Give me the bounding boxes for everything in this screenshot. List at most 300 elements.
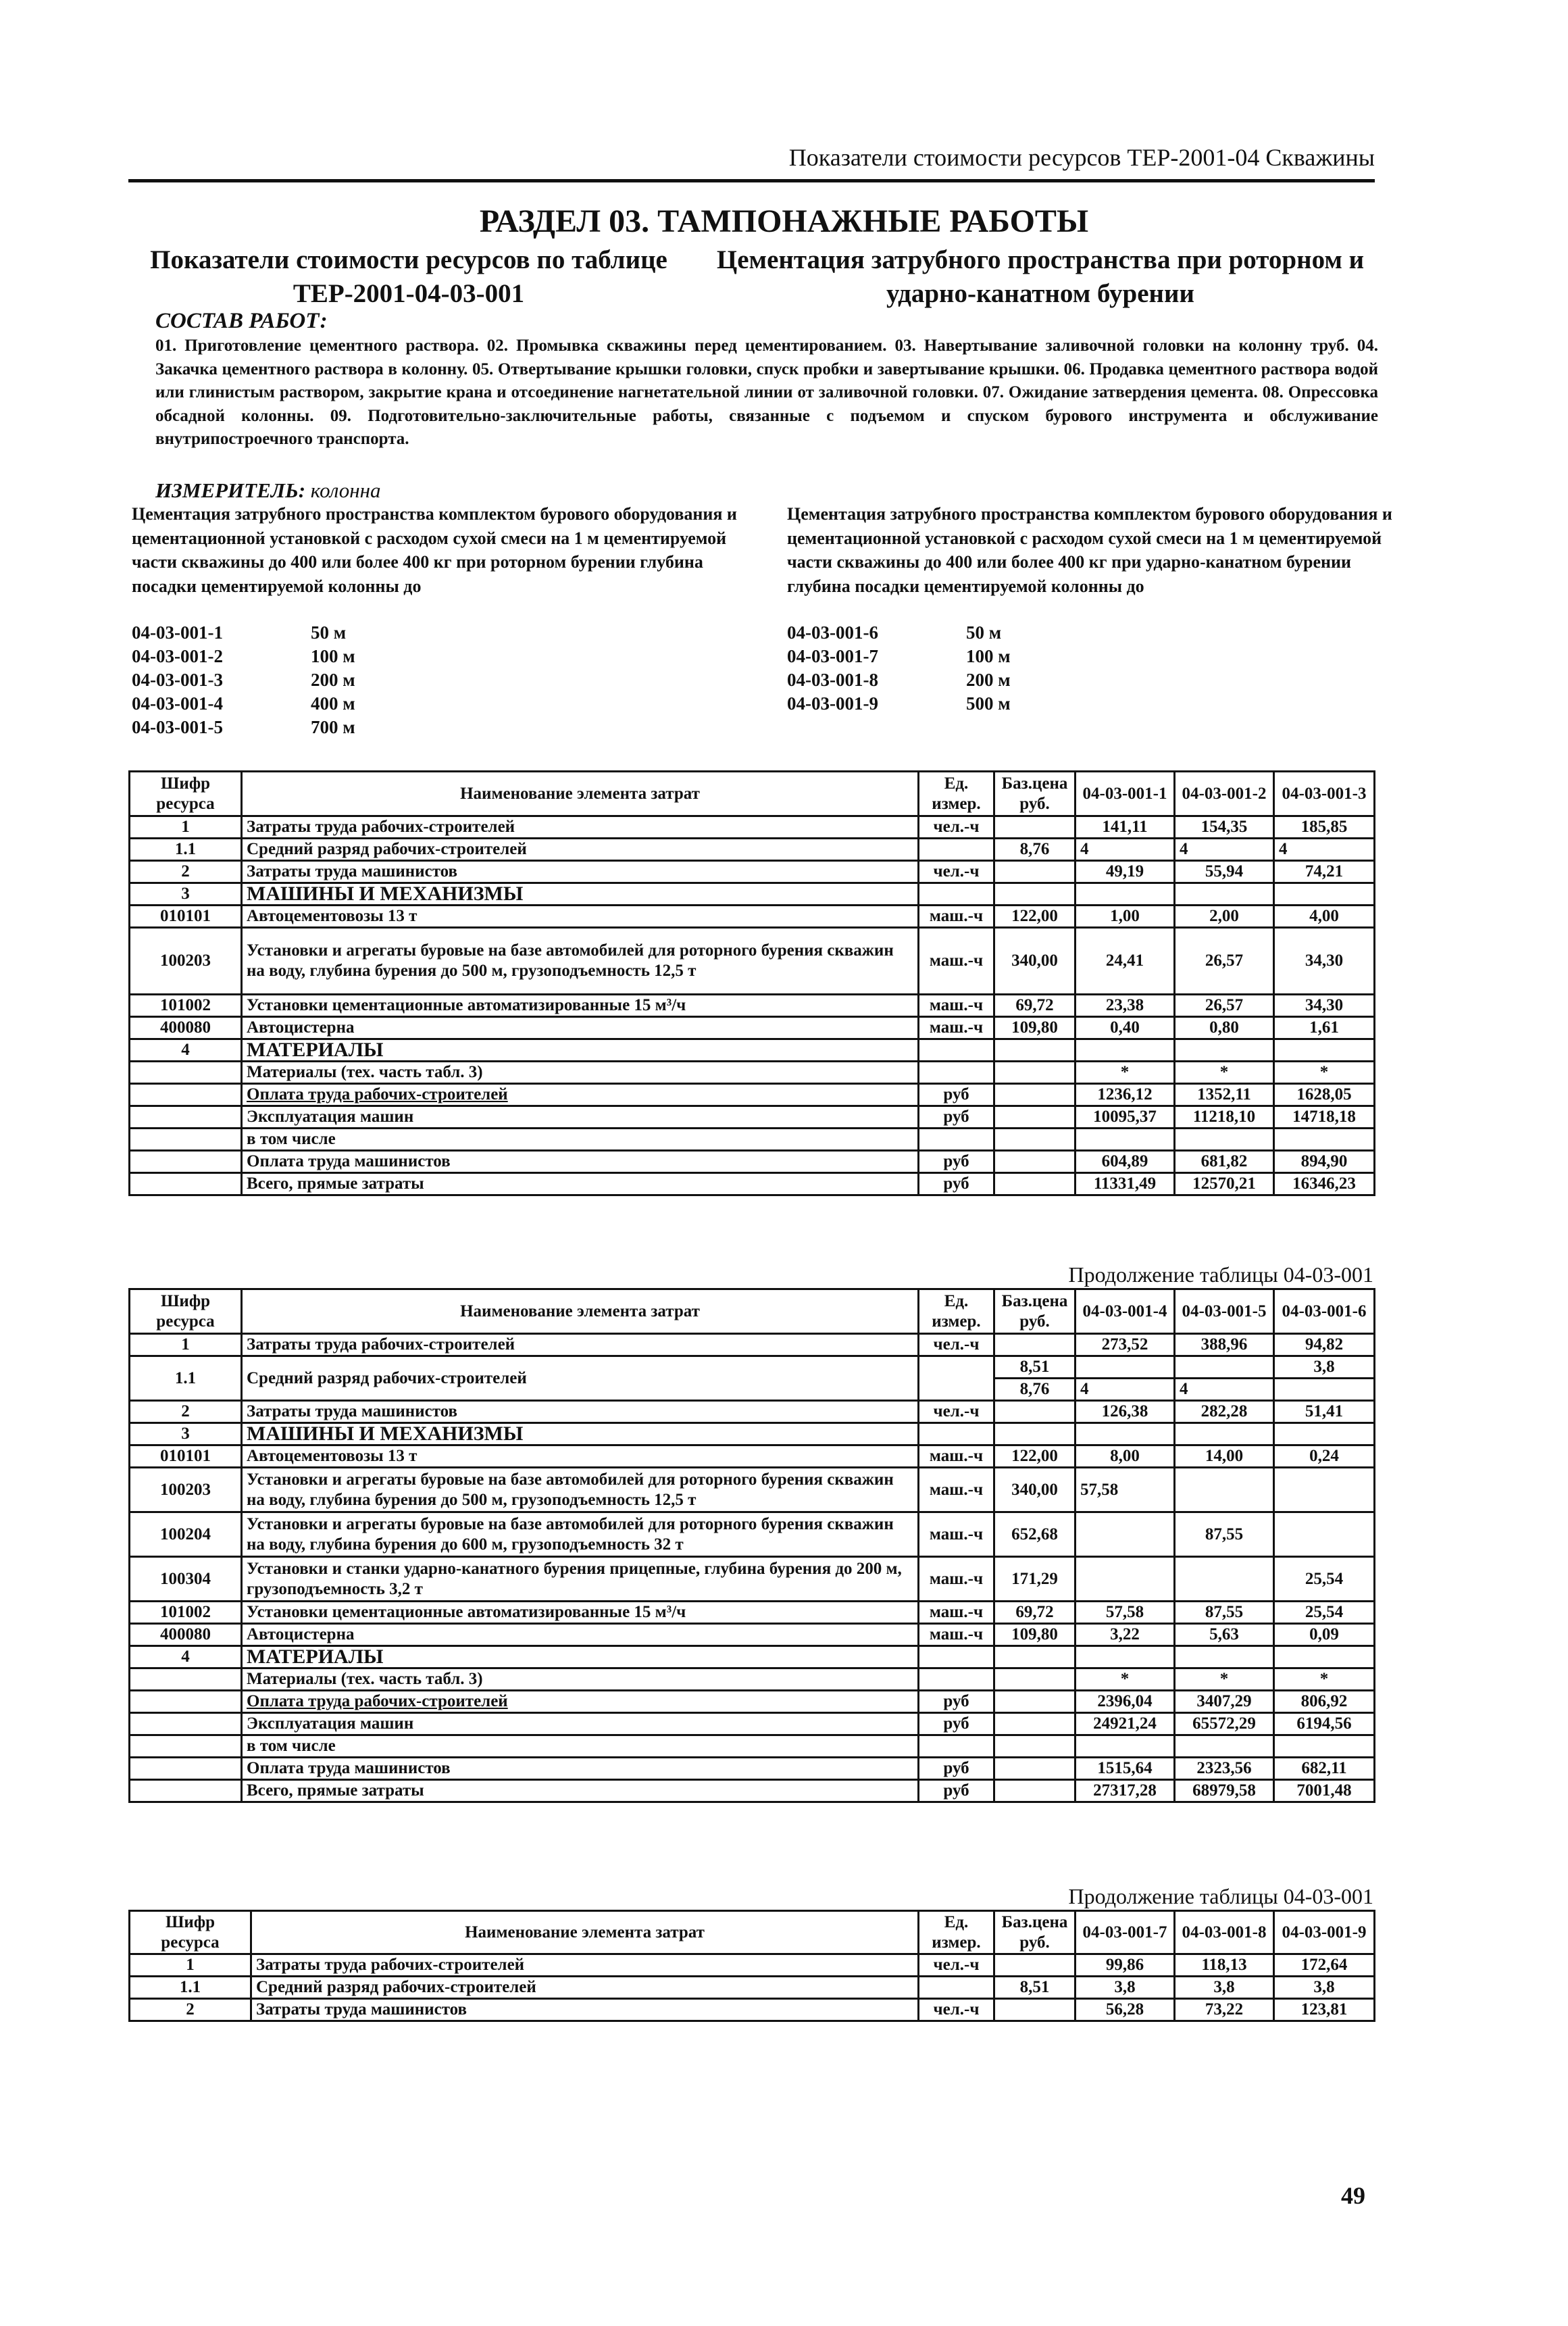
cell-value-3: 25,54 — [1274, 1557, 1375, 1602]
table-row — [130, 1423, 1375, 1445]
variant-depth: 200 м — [966, 670, 1011, 690]
cell-unit: маш.-ч — [919, 906, 994, 928]
composition-text: 01. Приготовление цементного раствора. 02. Промывка скважины перед цементированием. 03. Навертывание заливочной головки на колонну труб. 04. Закачка цементного раствора в колонну. 05. Отвертывание крышки головки, спуск пробки и завертывание крышки. 06. Продавка цементного раствора водой или глинистым раствором, закрытие крана и отсоединение нагнетательной линии от заливочной головки. 07. Ожидание затвердения цемента. 08. Опрессовка обсадной колонны. 09. Подготовительно-заключительные работы, связанные с подъемом и спуском бурового инструмента и обслуживание внутрипостроечного транспорта. — [155, 337, 1378, 448]
page-number: 49 — [1341, 2182, 1365, 2209]
cell-unit: маш.-ч — [919, 1624, 994, 1646]
cell-name: Средний разряд рабочих-строителей — [251, 1977, 919, 1999]
cell-value-3: 94,82 — [1274, 1334, 1375, 1356]
cell-value-3 — [1274, 1512, 1375, 1557]
composition-label: СОСТАВ РАБОТ: — [155, 309, 328, 333]
header-code: Шифр ресурса — [130, 1289, 242, 1334]
table-header-row — [130, 1911, 1375, 1954]
cell-value-3 — [1274, 1646, 1375, 1668]
cell-name: МАШИНЫ И МЕХАНИЗМЫ — [242, 883, 919, 906]
cell-value-3: 806,92 — [1274, 1691, 1375, 1713]
variant-depth: 400 м — [311, 693, 355, 714]
cell-name: МАШИНЫ И МЕХАНИЗМЫ — [242, 1423, 919, 1445]
header-unit: Ед. измер. — [919, 772, 994, 816]
cell-name: Оплата труда рабочих-строителей — [242, 1691, 919, 1713]
variant-code: 04-03-001-1 — [132, 622, 223, 643]
cell-name: Затраты труда машинистов — [251, 1999, 919, 2021]
cell-name: Оплата труда машинистов — [242, 1758, 919, 1780]
cell-unit: руб — [919, 1173, 994, 1195]
cell-code: 1.1 — [130, 839, 242, 861]
cell-code: 400080 — [130, 1017, 242, 1039]
cell-value-2 — [1175, 1356, 1274, 1379]
cell-price: 171,29 — [994, 1557, 1076, 1602]
cell-code — [130, 1129, 242, 1151]
cell-value-1: 1236,12 — [1076, 1084, 1175, 1106]
cell-unit: чел.-ч — [919, 1334, 994, 1356]
table-title-right: Цементация затрубного пространства при роторном и ударно-канатном бурении — [716, 245, 1365, 308]
cell-value-2 — [1175, 883, 1274, 906]
table-header-row — [130, 1289, 1375, 1334]
cell-code: 010101 — [130, 1445, 242, 1468]
table-row — [130, 839, 1375, 861]
cell-name: Установки цементационные автоматизированные 15 м³/ч — [242, 1602, 919, 1624]
cell-code — [130, 1173, 242, 1195]
table-row — [130, 1173, 1375, 1195]
cell-value-3: * — [1274, 1062, 1375, 1084]
cell-value-2 — [1175, 1423, 1274, 1445]
cell-price — [994, 1646, 1076, 1668]
variant-depth: 200 м — [311, 670, 355, 690]
cell-price — [994, 1780, 1076, 1802]
cell-unit: маш.-ч — [919, 1468, 994, 1512]
variant-description-right: Цементация затрубного пространства комплектом бурового оборудования и цементационной установкой с расходом сухой смеси на 1 м цементируемой части скважины до 400 или более 400 кг при ударно-канатном бурении глубина посадки цементируемой колонны до — [787, 504, 1392, 596]
cell-value-2: 2,00 — [1175, 906, 1274, 928]
cell-value-1: 0,40 — [1076, 1017, 1175, 1039]
cell-price — [994, 1713, 1076, 1735]
cell-value-1: 8,00 — [1076, 1445, 1175, 1468]
header-name: Наименование элемента затрат — [242, 1289, 919, 1334]
cell-value-2: 118,13 — [1175, 1954, 1274, 1977]
cell-code: 101002 — [130, 1602, 242, 1624]
cell-code: 2 — [130, 861, 242, 883]
cell-name: Всего, прямые затраты — [242, 1780, 919, 1802]
cell-name: Оплата труда машинистов — [242, 1151, 919, 1173]
cell-value-3 — [1274, 1379, 1375, 1401]
resource-table-1 — [128, 770, 1375, 1196]
cell-unit — [919, 1668, 994, 1691]
header-col3: 04-03-001-9 — [1274, 1911, 1375, 1954]
cell-code: 1 — [130, 1954, 251, 1977]
cell-value-1: 273,52 — [1076, 1334, 1175, 1356]
cell-value-2: * — [1175, 1668, 1274, 1691]
cell-unit: руб — [919, 1151, 994, 1173]
cell-price: 69,72 — [994, 995, 1076, 1017]
cell-value-1: 141,11 — [1076, 816, 1175, 839]
cell-code: 3 — [130, 883, 242, 906]
table-row — [130, 816, 1375, 839]
cell-code: 100204 — [130, 1512, 242, 1557]
cell-value-3: 894,90 — [1274, 1151, 1375, 1173]
cell-name: в том числе — [242, 1129, 919, 1151]
table-row — [130, 1468, 1375, 1512]
cell-value-1: 99,86 — [1076, 1954, 1175, 1977]
cell-value-1: 3,22 — [1076, 1624, 1175, 1646]
variant-depth: 500 м — [966, 693, 1011, 714]
cell-unit: маш.-ч — [919, 1512, 994, 1557]
meter-label: ИЗМЕРИТЕЛЬ: — [155, 478, 306, 502]
table-header-row — [130, 772, 1375, 816]
cell-value-3: 14718,18 — [1274, 1106, 1375, 1129]
variant-depth: 700 м — [311, 717, 355, 737]
table-row — [130, 1602, 1375, 1624]
cell-price — [994, 1758, 1076, 1780]
header-col1: 04-03-001-7 — [1076, 1911, 1175, 1954]
variant-code: 04-03-001-2 — [132, 646, 223, 666]
cell-value-3: 74,21 — [1274, 861, 1375, 883]
header-unit: Ед. измер. — [919, 1289, 994, 1334]
table-row — [130, 1977, 1375, 1999]
cell-code — [130, 1106, 242, 1129]
cell-unit — [919, 1735, 994, 1758]
cell-unit — [919, 883, 994, 906]
meter-line — [155, 478, 380, 503]
cell-value-2: 68979,58 — [1175, 1780, 1274, 1802]
cell-unit: маш.-ч — [919, 1602, 994, 1624]
meter-value: колонна — [310, 478, 381, 502]
header-col2: 04-03-001-2 — [1175, 772, 1274, 816]
cell-price — [994, 1039, 1076, 1062]
cell-value-2: 26,57 — [1175, 995, 1274, 1017]
cell-value-1: 4 — [1076, 839, 1175, 861]
cell-value-1: 23,38 — [1076, 995, 1175, 1017]
table-row — [130, 1713, 1375, 1735]
cell-code: 100203 — [130, 1468, 242, 1512]
header-code: Шифр ресурса — [130, 1911, 251, 1954]
table-row — [130, 1401, 1375, 1423]
variant-code: 04-03-001-3 — [132, 670, 223, 690]
cell-value-3: 34,30 — [1274, 995, 1375, 1017]
cell-value-2: 14,00 — [1175, 1445, 1274, 1468]
table-row — [130, 1084, 1375, 1106]
cell-price — [994, 1691, 1076, 1713]
cell-value-2 — [1175, 1039, 1274, 1062]
cell-code: 1.1 — [130, 1356, 242, 1401]
cell-value-3: 6194,56 — [1274, 1713, 1375, 1735]
cell-price — [994, 1668, 1076, 1691]
cell-value-2: 26,57 — [1175, 928, 1274, 995]
header-col3: 04-03-001-3 — [1274, 772, 1375, 816]
variant-code: 04-03-001-8 — [787, 670, 878, 690]
cell-code: 3 — [130, 1423, 242, 1445]
cell-price — [994, 1084, 1076, 1106]
cell-name: Затраты труда машинистов — [242, 1401, 919, 1423]
cell-name: Установки и агрегаты буровые на базе автомобилей для роторного бурения скважин на воду, глубина бурения до 500 м, грузоподъемность 12,5 т — [242, 1468, 919, 1512]
cell-code — [130, 1084, 242, 1106]
cell-name: Материалы (тех. часть табл. 3) — [242, 1062, 919, 1084]
cell-value-2 — [1175, 1129, 1274, 1151]
header-col2: 04-03-001-8 — [1175, 1911, 1274, 1954]
cell-value-2: 73,22 — [1175, 1999, 1274, 2021]
cell-value-1: 27317,28 — [1076, 1780, 1175, 1802]
cell-price — [994, 883, 1076, 906]
cell-name: в том числе — [242, 1735, 919, 1758]
table-row — [130, 1106, 1375, 1129]
cell-value-3 — [1274, 883, 1375, 906]
cell-value-1: 4 — [1076, 1379, 1175, 1401]
cell-price — [994, 861, 1076, 883]
cell-price: 8,51 — [994, 1356, 1076, 1379]
cell-unit — [919, 1129, 994, 1151]
cell-price: 122,00 — [994, 906, 1076, 928]
header-name: Наименование элемента затрат — [251, 1911, 919, 1954]
table-row — [130, 1624, 1375, 1646]
cell-code — [130, 1758, 242, 1780]
cell-unit: маш.-ч — [919, 1017, 994, 1039]
cell-value-2: 12570,21 — [1175, 1173, 1274, 1195]
table-row — [130, 1668, 1375, 1691]
cell-value-1 — [1076, 1512, 1175, 1557]
cell-price: 8,76 — [994, 1379, 1076, 1401]
cell-value-2: 0,80 — [1175, 1017, 1274, 1039]
cell-value-2: 681,82 — [1175, 1151, 1274, 1173]
running-head: Показатели стоимости ресурсов ТЕР-2001-04 Скважины — [788, 144, 1375, 171]
cell-value-1: 3,8 — [1076, 1977, 1175, 1999]
cell-unit: маш.-ч — [919, 1445, 994, 1468]
cell-value-3 — [1274, 1423, 1375, 1445]
cell-price — [994, 1129, 1076, 1151]
continuation-note: Продолжение таблицы 04-03-001 — [1068, 1884, 1373, 1908]
cell-value-3: 16346,23 — [1274, 1173, 1375, 1195]
cell-value-1 — [1076, 883, 1175, 906]
cell-name: Затраты труда рабочих-строителей — [242, 1334, 919, 1356]
cell-value-2: 3,8 — [1175, 1977, 1274, 1999]
variant-depth: 100 м — [966, 646, 1011, 666]
cell-code: 101002 — [130, 995, 242, 1017]
cell-value-2: 2323,56 — [1175, 1758, 1274, 1780]
cell-unit — [919, 1646, 994, 1668]
cell-name: МАТЕРИАЛЫ — [242, 1039, 919, 1062]
cell-unit — [919, 839, 994, 861]
cell-value-1: * — [1076, 1668, 1175, 1691]
cell-value-3: 0,09 — [1274, 1624, 1375, 1646]
cell-value-1: 10095,37 — [1076, 1106, 1175, 1129]
cell-value-1 — [1076, 1557, 1175, 1602]
variant-depth: 50 м — [311, 622, 347, 643]
cell-code: 1 — [130, 1334, 242, 1356]
cell-unit: чел.-ч — [919, 1954, 994, 1977]
cell-value-2: 65572,29 — [1175, 1713, 1274, 1735]
cell-value-1: 126,38 — [1076, 1401, 1175, 1423]
cell-unit: маш.-ч — [919, 995, 994, 1017]
cell-unit: руб — [919, 1780, 994, 1802]
variant-code: 04-03-001-9 — [787, 693, 878, 714]
cell-name: Установки и станки ударно-канатного бурения прицепные, глубина бурения до 200 м, грузоподъемность 3,2 т — [242, 1557, 919, 1602]
cell-value-1: 1515,64 — [1076, 1758, 1175, 1780]
cell-code — [130, 1691, 242, 1713]
cell-value-1 — [1076, 1129, 1175, 1151]
cell-unit: чел.-ч — [919, 1401, 994, 1423]
cell-value-3: 172,64 — [1274, 1954, 1375, 1977]
cell-value-3: 0,24 — [1274, 1445, 1375, 1468]
cell-unit: руб — [919, 1758, 994, 1780]
cell-code: 400080 — [130, 1624, 242, 1646]
cell-unit: руб — [919, 1084, 994, 1106]
cell-name: Установки и агрегаты буровые на базе автомобилей для роторного бурения скважин на воду, глубина бурения до 600 м, грузоподъемность 32 т — [242, 1512, 919, 1557]
cell-value-3: 7001,48 — [1274, 1780, 1375, 1802]
variant-code: 04-03-001-7 — [787, 646, 878, 666]
cell-unit — [919, 1039, 994, 1062]
cell-value-3: 51,41 — [1274, 1401, 1375, 1423]
table-row — [130, 1062, 1375, 1084]
cell-price — [994, 1401, 1076, 1423]
cell-code — [130, 1780, 242, 1802]
cell-code: 1 — [130, 816, 242, 839]
header-code: Шифр ресурса — [130, 772, 242, 816]
cell-name: Всего, прямые затраты — [242, 1173, 919, 1195]
cell-code: 010101 — [130, 906, 242, 928]
cell-value-3: 3,8 — [1274, 1977, 1375, 1999]
table-title-left: Показатели стоимости ресурсов по таблице ТЕР-2001-04-03-001 — [150, 245, 667, 308]
cell-price — [994, 1999, 1076, 2021]
cell-value-1: 56,28 — [1076, 1999, 1175, 2021]
cell-value-2: 87,55 — [1175, 1602, 1274, 1624]
table-row — [130, 1646, 1375, 1668]
cell-name: Затраты труда рабочих-строителей — [242, 816, 919, 839]
cell-name: Затраты труда рабочих-строителей — [251, 1954, 919, 1977]
cell-value-3: 3,8 — [1274, 1356, 1375, 1379]
cell-value-2: * — [1175, 1062, 1274, 1084]
cell-unit: руб — [919, 1713, 994, 1735]
cell-value-2: 4 — [1175, 1379, 1274, 1401]
table-row — [130, 995, 1375, 1017]
cell-unit: чел.-ч — [919, 816, 994, 839]
cell-price — [994, 1062, 1076, 1084]
table-row — [130, 1512, 1375, 1557]
cell-value-1: 24921,24 — [1076, 1713, 1175, 1735]
cell-name: Установки цементационные автоматизированные 15 м³/ч — [242, 995, 919, 1017]
cell-value-3: 34,30 — [1274, 928, 1375, 995]
cell-value-1: 57,58 — [1076, 1602, 1175, 1624]
cell-unit — [919, 1977, 994, 1999]
table-row — [130, 906, 1375, 928]
cell-price: 8,51 — [994, 1977, 1076, 1999]
variant-code: 04-03-001-5 — [132, 717, 223, 737]
table-row — [130, 1129, 1375, 1151]
cell-code — [130, 1668, 242, 1691]
variant-code: 04-03-001-6 — [787, 622, 878, 643]
cell-unit — [919, 1356, 994, 1401]
cell-unit — [919, 1062, 994, 1084]
cell-name: МАТЕРИАЛЫ — [242, 1646, 919, 1668]
variant-depth: 50 м — [966, 622, 1002, 643]
cell-value-2: 154,35 — [1175, 816, 1274, 839]
table-row — [130, 1445, 1375, 1468]
cell-value-1: * — [1076, 1062, 1175, 1084]
cell-price — [994, 1173, 1076, 1195]
cell-value-3: 185,85 — [1274, 816, 1375, 839]
cell-value-1 — [1076, 1735, 1175, 1758]
cell-name: Оплата труда рабочих-строителей — [242, 1084, 919, 1106]
cell-code: 100203 — [130, 928, 242, 995]
cell-unit: маш.-ч — [919, 928, 994, 995]
cell-value-3: * — [1274, 1668, 1375, 1691]
cell-value-1 — [1076, 1646, 1175, 1668]
cell-value-1 — [1076, 1356, 1175, 1379]
cell-value-2: 5,63 — [1175, 1624, 1274, 1646]
cell-value-3: 1628,05 — [1274, 1084, 1375, 1106]
cell-value-3: 4 — [1274, 839, 1375, 861]
table-row — [130, 1151, 1375, 1173]
table-row — [130, 1758, 1375, 1780]
cell-price — [994, 1334, 1076, 1356]
table-row — [130, 1735, 1375, 1758]
cell-code — [130, 1062, 242, 1084]
header-col3: 04-03-001-6 — [1274, 1289, 1375, 1334]
table-row — [130, 1691, 1375, 1713]
table-row — [130, 1557, 1375, 1602]
cell-code — [130, 1151, 242, 1173]
header-price: Баз.цена руб. — [994, 1289, 1076, 1334]
cell-unit: чел.-ч — [919, 1999, 994, 2021]
cell-value-3: 123,81 — [1274, 1999, 1375, 2021]
cell-name: Автоцементовозы 13 т — [242, 906, 919, 928]
variant-description-left: Цементация затрубного пространства комплектом бурового оборудования и цементационной установкой с расходом сухой смеси на 1 м цементируемой части скважины до 400 или более 400 кг при роторном бурении глубина посадки цементируемой колонны до — [132, 504, 737, 596]
header-rule — [128, 179, 1375, 182]
header-col2: 04-03-001-5 — [1175, 1289, 1274, 1334]
variant-depth: 100 м — [311, 646, 355, 666]
cell-name: Установки и агрегаты буровые на базе автомобилей для роторного бурения скважин на воду, глубина бурения до 500 м, грузоподъемность 12,5 т — [242, 928, 919, 995]
cell-name: Средний разряд рабочих-строителей — [242, 839, 919, 861]
cell-value-3 — [1274, 1039, 1375, 1062]
cell-name: Автоцементовозы 13 т — [242, 1445, 919, 1468]
table-row — [130, 1780, 1375, 1802]
cell-value-1: 11331,49 — [1076, 1173, 1175, 1195]
cell-code: 4 — [130, 1646, 242, 1668]
cell-code: 1.1 — [130, 1977, 251, 1999]
cell-name: Материалы (тех. часть табл. 3) — [242, 1668, 919, 1691]
cell-price: 122,00 — [994, 1445, 1076, 1468]
table-row — [130, 1356, 1375, 1379]
cell-price: 8,76 — [994, 839, 1076, 861]
cell-code: 2 — [130, 1999, 251, 2021]
cell-value-3: 4,00 — [1274, 906, 1375, 928]
cell-price: 652,68 — [994, 1512, 1076, 1557]
cell-price — [994, 1423, 1076, 1445]
cell-value-3: 682,11 — [1274, 1758, 1375, 1780]
cell-value-2: 3407,29 — [1175, 1691, 1274, 1713]
cell-price: 109,80 — [994, 1017, 1076, 1039]
cell-code — [130, 1713, 242, 1735]
cell-value-1: 57,58 — [1076, 1468, 1175, 1512]
cell-value-2: 55,94 — [1175, 861, 1274, 883]
cell-value-1: 1,00 — [1076, 906, 1175, 928]
cell-unit: чел.-ч — [919, 861, 994, 883]
cell-code — [130, 1735, 242, 1758]
cell-code: 100304 — [130, 1557, 242, 1602]
cell-name: Эксплуатация машин — [242, 1106, 919, 1129]
cell-value-3: 25,54 — [1274, 1602, 1375, 1624]
cell-name: Автоцистерна — [242, 1017, 919, 1039]
cell-value-3 — [1274, 1468, 1375, 1512]
cell-name: Автоцистерна — [242, 1624, 919, 1646]
table-row — [130, 928, 1375, 995]
cell-value-2: 4 — [1175, 839, 1274, 861]
cell-value-2 — [1175, 1735, 1274, 1758]
cell-value-2: 388,96 — [1175, 1334, 1274, 1356]
table-row — [130, 1017, 1375, 1039]
cell-price — [994, 1954, 1076, 1977]
cell-value-1: 24,41 — [1076, 928, 1175, 995]
cell-price: 340,00 — [994, 1468, 1076, 1512]
cell-value-2: 87,55 — [1175, 1512, 1274, 1557]
table-row — [130, 1334, 1375, 1356]
header-col1: 04-03-001-4 — [1076, 1289, 1175, 1334]
cell-price — [994, 1151, 1076, 1173]
